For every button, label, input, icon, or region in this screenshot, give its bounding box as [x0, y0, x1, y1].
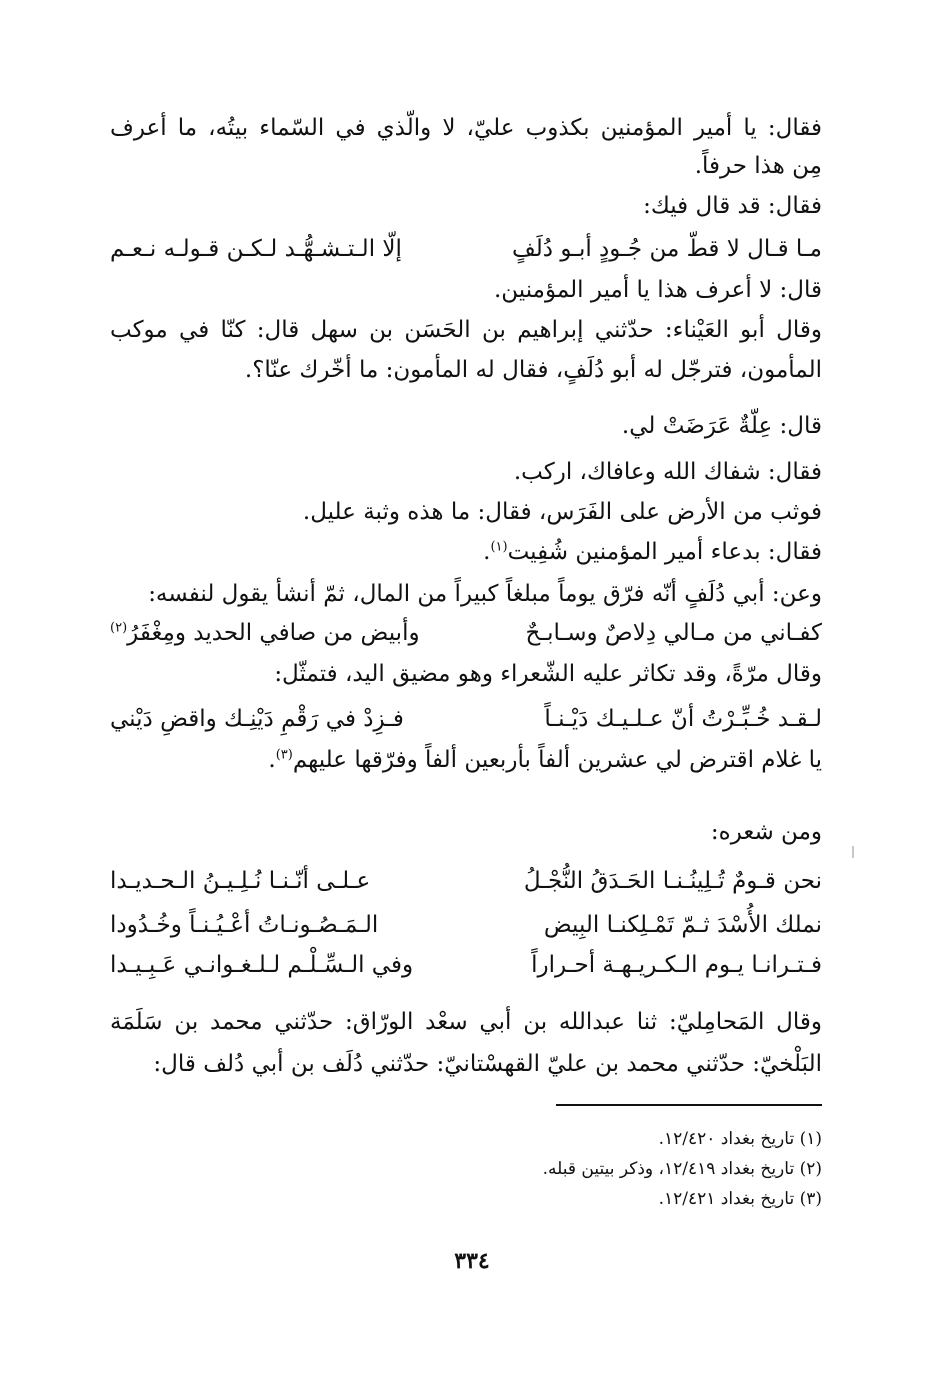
paragraph-line: يا غلام اقترض لي عشرين ألفاً بأربعين ألفاً وفرّقها عليهم$^{(٣)}$. — [268, 747, 822, 773]
paragraph-line: وقال المَحامِليّ: ثنا عبدالله بن أبي سعْد الورّاق: حدّثني محمد بن سَلَمَة — [110, 1009, 822, 1035]
verse-hemistich-second: الـمَـصُـونـاتُ أعْـيُـنـاً وخُـدُودا — [110, 912, 379, 938]
footnote-divider — [556, 1104, 822, 1106]
verse-hemistich-second: عـلـى أنّـنـا نُـلِـيـنُ الـحـديـدا — [110, 868, 371, 894]
scan-speck — [852, 846, 854, 858]
paragraph-line: وقال أبو العَيْناء: حدّثني إبراهيم بن الحَسَن بن سهل قال: كنّا في موكب — [110, 317, 822, 343]
footnote: (٣) تاريخ بغداد ١٢/٤٢١. — [658, 1189, 822, 1209]
verse-line — [110, 946, 822, 984]
paragraph-line: مِن هذا حرفاً. — [694, 153, 822, 179]
paragraph-text: فقال: بدعاء أمير المؤمنين شُفِيت — [507, 539, 822, 565]
paragraph-line: فقال: شفاك الله وعافاك، اركب. — [513, 459, 822, 485]
paragraph-line: وقال مرّةً، وقد تكاثر عليه الشّعراء وهو مضيق اليد، فتمثّل: — [274, 661, 822, 687]
verse-line — [110, 230, 822, 268]
footnote-ref: (١) — [490, 539, 508, 555]
paragraph-line: قال: عِلّةٌ عَرَضَتْ لي. — [621, 413, 822, 439]
paragraph-line: فوثب من الأرض على الفَرَس، فقال: ما هذه وثبة عليل. — [302, 499, 822, 525]
verse-hemistich-second: إلّا الـتـشـهُّـد لـكـن قـولـه نـعـم — [110, 236, 402, 262]
verse-text: وأبيض من صافي الحديد ومِغْفَرُ — [127, 620, 420, 646]
verse-hemistich-first: نملك الأُسْدَ ثـمّ تَمْـلِكنـا البِيض — [543, 912, 822, 938]
paragraph-text: يا غلام اقترض لي عشرين ألفاً بأربعين ألفاً وفرّقها عليهم — [292, 747, 822, 773]
paragraph-line: فقال: يا أمير المؤمنين بكذوب عليّ، لا والّذي في السّماء بيتُه، ما أعرف — [110, 115, 822, 141]
verse-line — [110, 906, 822, 944]
verse-hemistich-first: لـقـد خُـبِّـرْتُ أنّ عـلـيـك دَيْـنـاً — [544, 706, 822, 732]
verse-line — [110, 614, 822, 652]
paragraph-line: وعن: أبي دُلَفٍ أنّه فرّق يوماً مبلغاً كبيراً من المال، ثمّ أنشأ يقول لنفسه: — [148, 581, 822, 607]
footnote: (١) تاريخ بغداد ١٢/٤٢٠. — [658, 1129, 822, 1149]
paragraph-line: المأمون، فترجّل له أبو دُلَفٍ، فقال له المأمون: ما أخّرك عنّا؟. — [244, 357, 822, 383]
verse-hemistich-second: وفي الـسِّـلْـم لـلـغـوانـي عَـبِـيـدا — [110, 952, 414, 978]
verse-hemistich-first: كفـاني من مـالي دِلاصٌ وسـابـحٌ — [525, 620, 822, 646]
verse-hemistich-first: مـا قـال لا قطّ من جُـودٍ أبـو دُلَفٍ — [511, 236, 822, 262]
section-heading: ومن شعره: — [710, 819, 822, 845]
page-number: ٣٣٤ — [454, 1248, 490, 1274]
footnote: (٢) تاريخ بغداد ١٢/٤١٩، وذكر بيتين قبله. — [542, 1159, 822, 1179]
footnote-ref: (٣) — [275, 747, 293, 763]
paragraph-line: فقال: بدعاء أمير المؤمنين شُفِيت$^{(١)}$. — [483, 539, 822, 565]
verse-hemistich-first: نحن قـومٌ تُـلِينُـنـا الحَـدَقُ النُّجْـلُ — [523, 868, 822, 894]
verse-hemistich-second: فـزِدْ في رَقْمِ دَيْنِـك واقضِ دَيْني — [110, 706, 404, 732]
verse-hemistich-second — [110, 614, 420, 652]
footnote-ref: (٢) — [110, 620, 128, 636]
paragraph-line: قال: لا أعرف هذا يا أمير المؤمنين. — [493, 277, 822, 303]
paragraph-line: فقال: قد قال فيك: — [643, 193, 822, 219]
verse-line — [110, 862, 822, 900]
paragraph-line: البَلْخيّ: حدّثني محمد بن عليّ القهسْتانيّ: حدّثني دُلَف بن أبي دُلف قال: — [153, 1051, 822, 1077]
verse-hemistich-first: فـتـرانـا يـوم الـكـريـهـة أحـراراً — [531, 952, 822, 978]
verse-line — [110, 700, 822, 738]
